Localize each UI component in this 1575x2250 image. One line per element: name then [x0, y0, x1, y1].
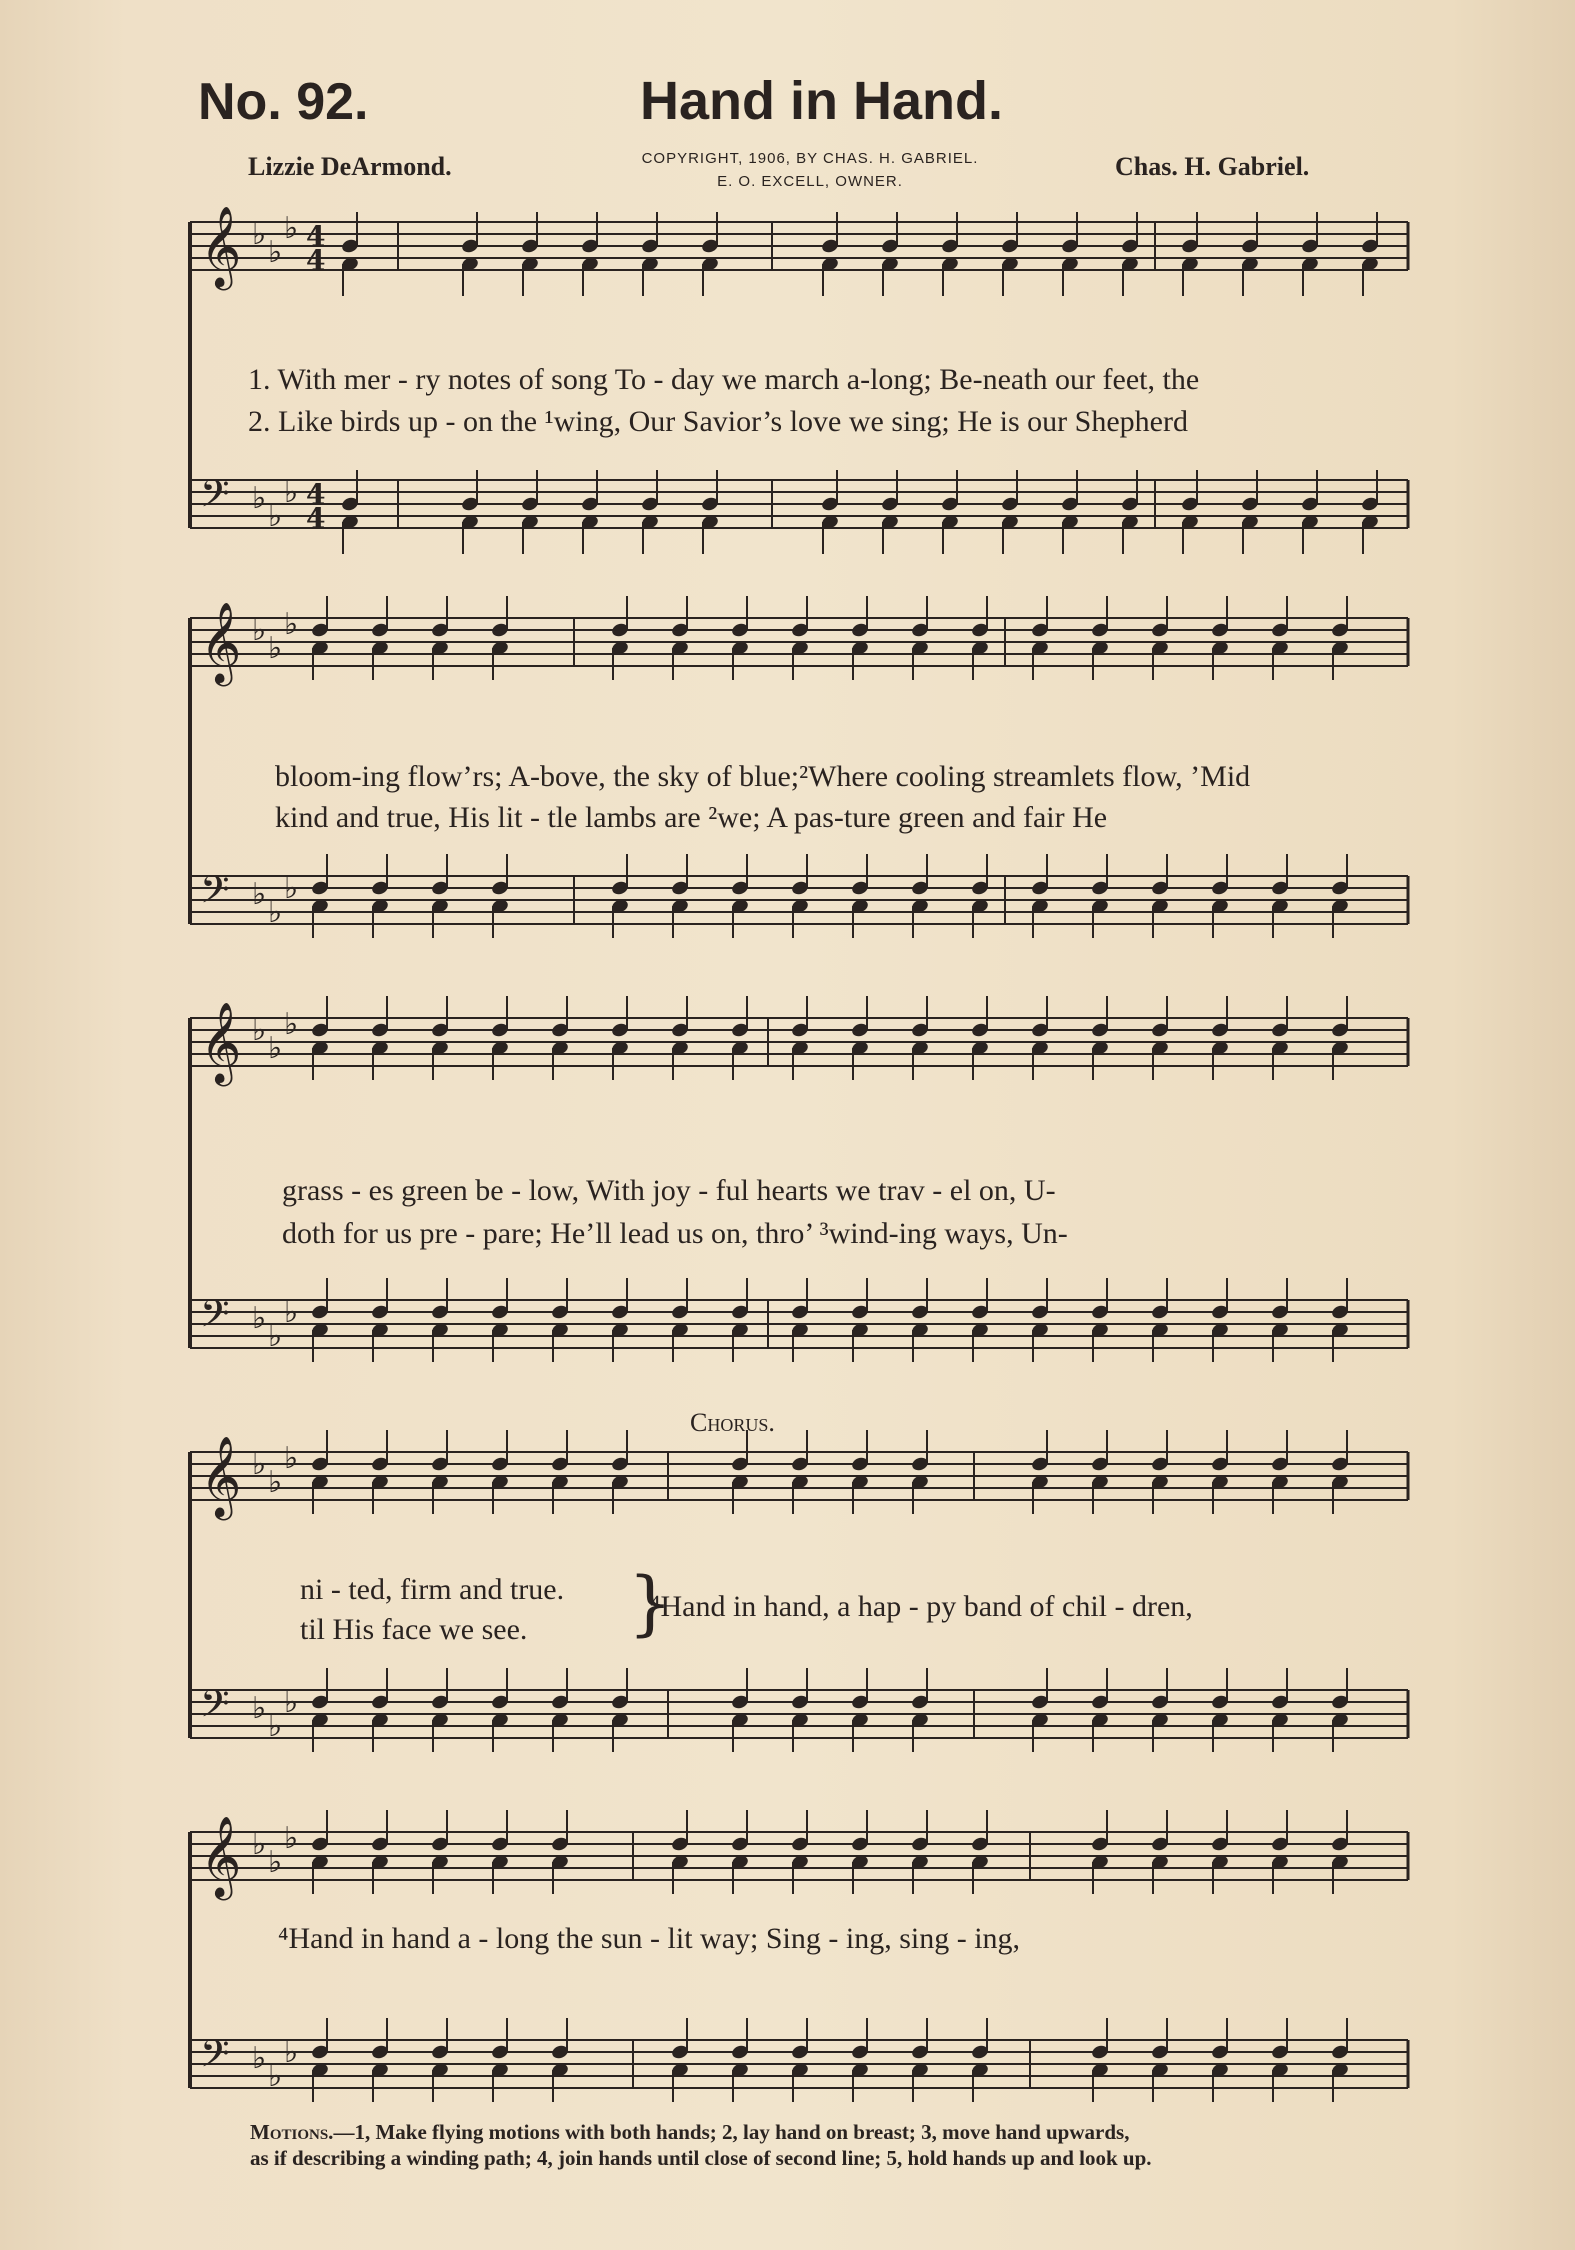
flat-icon: ♭: [252, 1691, 267, 1726]
verse-brace: }: [628, 1562, 673, 1644]
flat-icon: ♭: [284, 1821, 299, 1856]
notes: [310, 212, 1379, 2102]
flat-icon: ♭: [284, 1295, 299, 1330]
lyricist: Lizzie DeArmond.: [248, 152, 452, 181]
flat-icon: ♭: [252, 481, 267, 516]
bass-clef-icon: 𝄢: [200, 1681, 230, 1735]
flat-icon: ♭: [252, 1447, 267, 1482]
flat-icon: ♭: [252, 1301, 267, 1336]
flat-icon: ♭: [284, 475, 299, 510]
bass-clef-icon: 𝄢: [200, 471, 230, 525]
system-4-refrain: ⁴Hand in hand, a hap - py band of chil - dren,: [650, 1590, 1193, 1623]
staff-lines: [190, 205, 1408, 2094]
time-signature-top: 4: [306, 220, 326, 253]
copyright-line-1: COPYRIGHT, 1906, BY CHAS. H. GABRIEL.: [641, 150, 979, 167]
flat-icon: ♭: [252, 1013, 267, 1048]
treble-clef-icon: 𝄞: [200, 1435, 242, 1517]
flat-icon: ♭: [284, 1685, 299, 1720]
system-3-verse-2: doth for us pre - pare; He’ll lead us on, thro’ ³wind-ing ways, Un-: [282, 1217, 1068, 1250]
flat-icon: ♭: [284, 1441, 299, 1476]
flat-icon: ♭: [268, 1319, 283, 1354]
flat-icon: ♭: [268, 235, 283, 270]
system-4-verse-2: til His face we see.: [300, 1613, 528, 1646]
system-1-verse-2: 2. Like birds up - on the ¹wing, Our Savior’s love we sing; He is our Shepherd: [248, 405, 1188, 438]
flat-icon: ♭: [252, 613, 267, 648]
system-2-verse-2: kind and true, His lit - tle lambs are ²we; A pas-ture green and fair He: [275, 801, 1108, 834]
flat-icon: ♭: [268, 631, 283, 666]
flat-icon: ♭: [268, 499, 283, 534]
motions-heading: Motions.: [250, 2120, 334, 2144]
hymn-title: Hand in Hand.: [640, 71, 1003, 131]
flat-icon: ♭: [252, 1827, 267, 1862]
chorus-label: Chorus.: [690, 1408, 775, 1437]
flat-icon: ♭: [268, 1031, 283, 1066]
flat-icon: ♭: [268, 2059, 283, 2094]
bass-clef-icon: 𝄢: [200, 2031, 230, 2085]
motions-text-1: —1, Make flying motions with both hands; 2, lay hand on breast; 3, move hand upwards,: [333, 2120, 1130, 2144]
flat-icon: ♭: [284, 2035, 299, 2070]
flat-icon: ♭: [268, 895, 283, 930]
flat-icon: ♭: [268, 1845, 283, 1880]
motions-line-2: as if describing a winding path; 4, join hands until close of second line; 5, hold hands up and look up.: [250, 2146, 1152, 2170]
time-signature-bottom: 4: [306, 244, 326, 277]
hymn-number: No. 92.: [198, 73, 369, 131]
flat-icon: ♭: [268, 1465, 283, 1500]
flat-icon: ♭: [284, 1007, 299, 1042]
treble-clef-icon: 𝄞: [200, 1001, 242, 1083]
system-1-verse-1: 1. With mer - ry notes of song To - day we march a-long; Be-neath our feet, the: [248, 363, 1200, 396]
system-4-verse-1: ni - ted, firm and true.: [300, 1573, 565, 1606]
flat-icon: ♭: [252, 877, 267, 912]
time-signature-top: 4: [306, 478, 326, 511]
flat-icon: ♭: [284, 871, 299, 906]
flat-icon: ♭: [284, 211, 299, 246]
flat-icon: ♭: [284, 607, 299, 642]
motions-line-1: [250, 2120, 1410, 2145]
system-5-refrain: ⁴Hand in hand a - long the sun - lit way; Sing - ing, sing - ing,: [278, 1922, 1021, 1955]
flat-icon: ♭: [252, 217, 267, 252]
copyright-line-2: E. O. EXCELL, OWNER.: [717, 173, 903, 190]
bass-clef-icon: 𝄢: [200, 1291, 230, 1345]
flat-icon: ♭: [252, 2041, 267, 2076]
treble-clef-icon: 𝄞: [200, 601, 242, 683]
system-3-verse-1: grass - es green be - low, With joy - ful hearts we trav - el on, U-: [282, 1174, 1056, 1207]
time-signature-bottom: 4: [306, 502, 326, 535]
treble-clef-icon: 𝄞: [200, 205, 242, 287]
bass-clef-icon: 𝄢: [200, 867, 230, 921]
flat-icon: ♭: [268, 1709, 283, 1744]
system-2-verse-1: bloom-ing flow’rs; A-bove, the sky of blue;²Where cooling streamlets flow, ’Mid: [275, 760, 1251, 793]
composer: Chas. H. Gabriel.: [1115, 152, 1310, 181]
treble-clef-icon: 𝄞: [200, 1815, 242, 1897]
